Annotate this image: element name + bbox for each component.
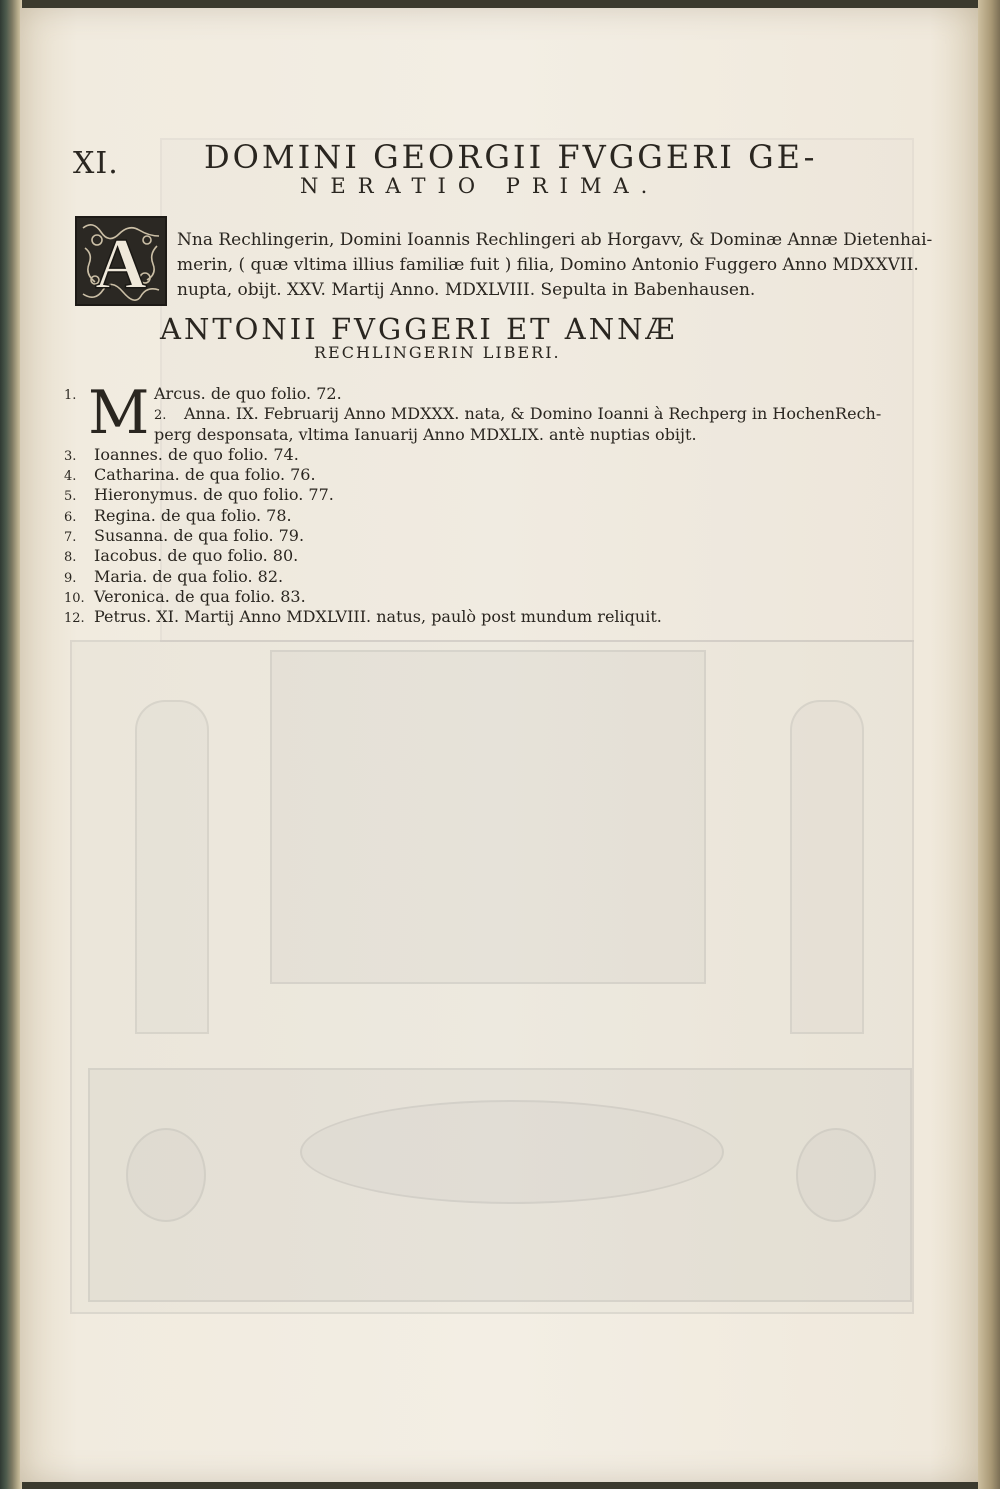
item-text: Catharina. de qua folio. 76. <box>94 465 316 485</box>
item-text: Maria. de qua folio. 82. <box>94 566 284 586</box>
item-number: 1. <box>64 388 77 403</box>
decorated-initial-icon <box>75 216 167 306</box>
item-text: Iacobus. de quo folio. 80. <box>94 546 299 566</box>
list-item <box>64 607 924 627</box>
item-text: Petrus. XI. Martij Anno MDXLVIII. natus, paulò post mundum reliquit. <box>94 607 662 627</box>
children-heading-line1: ANTONII FVGGERI ET ANNÆ <box>160 312 678 346</box>
list-item <box>64 384 924 404</box>
intro-paragraph <box>177 228 933 303</box>
list-item <box>64 506 924 526</box>
list-item <box>64 526 924 546</box>
show-through-column-left <box>135 700 209 1034</box>
item-text: perg desponsata, vltima Ianuarij Anno MDXLIX. antè nuptias obijt. <box>154 424 697 444</box>
intro-line: merin, ( quæ vltima illius familiæ fuit ) filia, Domino Antonio Fuggero Anno MDXXVII. <box>177 255 919 275</box>
list-item <box>64 587 924 607</box>
item-number: 4. <box>64 469 77 485</box>
item-text: Anna. IX. Februarij Anno MDXXX. nata, & Domino Ioanni à Rechperg in HochenRech- <box>184 404 882 424</box>
show-through-swag <box>300 1100 724 1204</box>
show-through-column-right <box>790 700 864 1034</box>
section-title-line2: NERATIO PRIMA. <box>300 174 660 198</box>
list-item-continuation <box>64 425 924 445</box>
show-through-panel <box>270 650 706 984</box>
item-number: 8. <box>64 550 77 566</box>
list-item <box>64 404 924 424</box>
list-item <box>64 485 924 505</box>
item-number: 5. <box>64 489 77 505</box>
item-number: 7. <box>64 530 77 546</box>
page-edge <box>978 0 1000 1489</box>
item-text: Hieronymus. de quo folio. 77. <box>94 485 334 505</box>
list-item <box>64 546 924 566</box>
ornament-initial-a-icon <box>77 218 165 304</box>
item-number: 3. <box>64 448 77 464</box>
item-number: 10. <box>64 590 85 606</box>
decorative-initial-m: M <box>88 378 150 448</box>
section-title-line1: DOMINI GEORGII FVGGERI GE- <box>204 138 818 176</box>
item-number: 2. <box>154 408 167 424</box>
item-text: Arcus. de quo folio. 72. <box>154 384 342 403</box>
children-heading-line2: RECHLINGERIN LIBERI. <box>314 343 561 362</box>
item-text: Regina. de qua folio. 78. <box>94 505 292 525</box>
section-number: XI. <box>73 146 119 181</box>
item-text: Susanna. de qua folio. 79. <box>94 526 305 546</box>
item-text: Ioannes. de quo folio. 74. <box>94 444 299 464</box>
show-through-medallion-left <box>126 1128 206 1222</box>
item-number: 6. <box>64 509 77 525</box>
list-item <box>64 465 924 485</box>
list-item <box>64 567 924 587</box>
item-number: 9. <box>64 570 77 586</box>
intro-line: Nna Rechlingerin, Domini Ioannis Rechlingeri ab Horgavv, & Dominæ Annæ Dietenhai- <box>177 230 933 250</box>
book-binding <box>0 0 22 1489</box>
item-number: 12. <box>64 611 85 627</box>
show-through-medallion-right <box>796 1128 876 1222</box>
children-list <box>64 378 924 628</box>
intro-line: nupta, obijt. XXV. Martij Anno. MDXLVIII. Sepulta in Babenhausen. <box>177 280 756 300</box>
svg-text:A: A <box>95 224 147 304</box>
item-text: Veronica. de qua folio. 83. <box>94 586 306 606</box>
list-item <box>64 445 924 465</box>
